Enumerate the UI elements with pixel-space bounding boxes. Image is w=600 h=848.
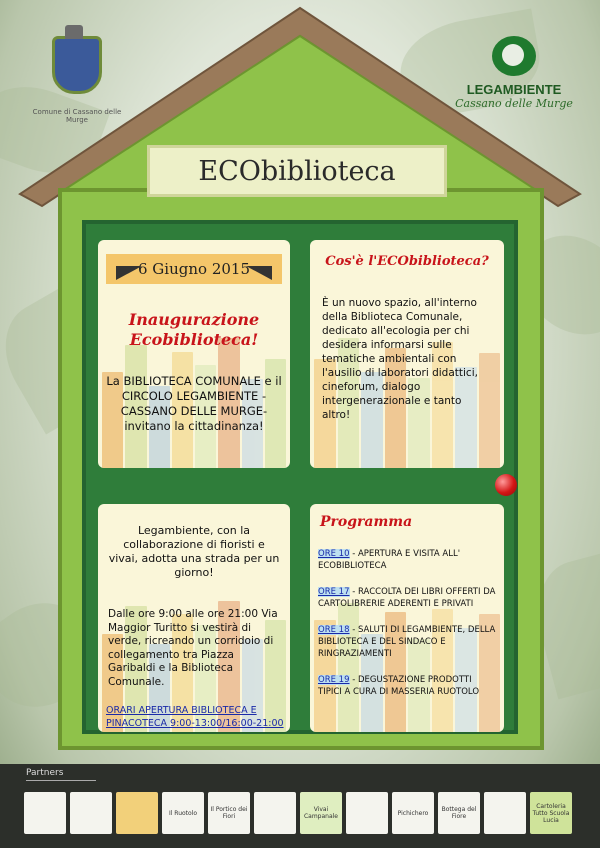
about-title: Cos'è l'ECObiblioteca? [325,254,489,269]
about-body: È un nuovo spazio, all'interno della Biblioteca Comunale, dedicato all'ecologia per chi desidera informarsi sulle tematiche ambientali con l'ausilio di laboratori didattici, cineforum, dialogo intergenerazionale e tanto altro! [322,297,478,421]
partner-logo [484,792,526,834]
partners-bar [0,764,600,848]
partner-logo [116,792,158,834]
headline-line-1: Inaugurazione [128,310,260,329]
partner-logos [24,792,572,834]
partner-logo [254,792,296,834]
opening-hours: ORARI APERTURA BIBLIOTECA E PINACOTECA 9:00-13:00/16:00-21:00 [106,705,284,729]
partner-logo: Pichichero [392,792,434,834]
legambiente-name: LEGAMBIENTE [466,82,562,97]
partner-logo [70,792,112,834]
municipality-caption: Comune di Cassano delle Murge [32,108,122,124]
street-panel [98,504,290,732]
program-text: - RACCOLTA DEI LIBRI OFFERTI DA CARTOLIBRERIE ADERENTI E PRIVATI [318,587,496,609]
program-time: ORE 17 [318,587,350,597]
about-panel [310,240,504,468]
partners-underline [26,780,96,781]
partner-logo [24,792,66,834]
partner-logo [346,792,388,834]
program-text: - APERTURA E VISITA ALL' ECOBIBLIOTECA [318,549,461,571]
event-panel [98,240,290,468]
program-time: ORE 10 [318,549,350,559]
partner-logo: Cartoleria Tutto Scuola Lucia [530,792,572,834]
title-sign: ECObiblioteca [147,145,447,197]
partner-logo: Bottega del Fiore [438,792,480,834]
partner-logo: Vivai Campanale [300,792,342,834]
adopt-street-intro: Legambiente, con la collaborazione di fioristi e vivai, adotta una strada per un giorno! [108,524,280,579]
program-time: ORE 19 [318,675,350,685]
door-knob [495,474,517,496]
program-panel [310,504,504,732]
program-text: - SALUTI DI LEGAMBIENTE, DELLA BIBLIOTECA E DEL SINDACO E RINGRAZIAMENTI [318,625,496,659]
program-title: Programma [320,514,413,530]
program-item [318,624,496,660]
partner-logo: Il Ruotolo [162,792,204,834]
program-text: - DEGUSTAZIONE PRODOTTI TIPICI A CURA DI MASSERIA RUOTOLO [318,675,480,697]
program-item [318,548,496,572]
partners-label: Partners [26,768,64,778]
program-item [318,586,496,610]
invite-text: La BIBLIOTECA COMUNALE e il CIRCOLO LEGAMBIENTE -CASSANO DELLE MURGE- invitano la cittadinanza! [106,374,282,433]
program-list [318,548,496,712]
program-time: ORE 18 [318,625,350,635]
inauguration-headline [98,310,290,350]
program-item [318,674,496,698]
adopt-street-details: Dalle ore 9:00 alle ore 21:00 Via Maggior Turitto si vestirà di verde, ricreando un corridoio di collegamento tra Piazza Garibaldi e la Biblioteca Comunale. [108,608,278,688]
legambiente-branch: Cassano delle Murge [455,97,573,110]
headline-line-2: Ecobiblioteca! [129,330,259,349]
date-ribbon: 6 Giugno 2015 [106,254,282,284]
partner-logo: Il Portico dei Fiori [208,792,250,834]
